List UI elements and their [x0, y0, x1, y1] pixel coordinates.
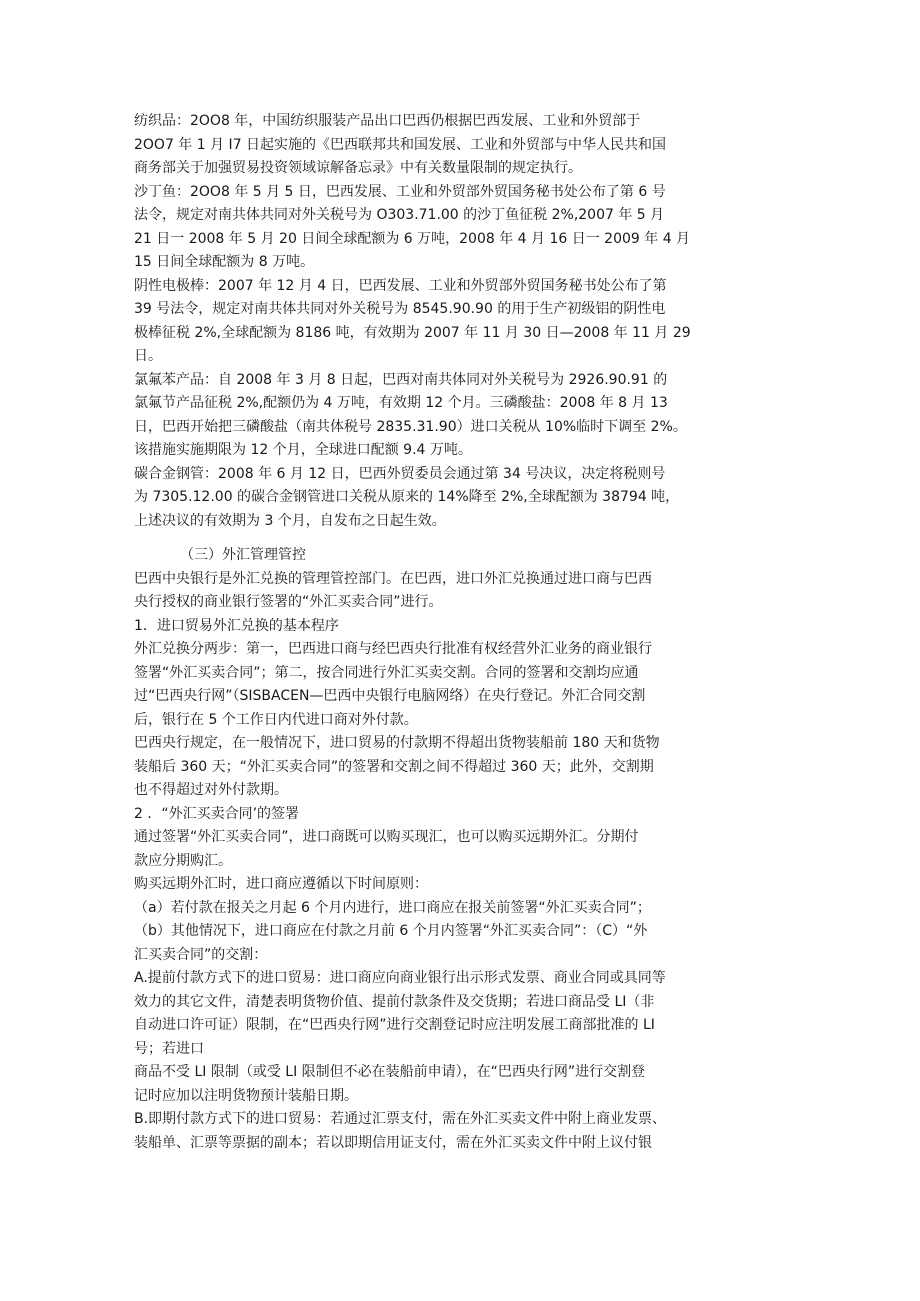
text-line: 为 7305.12.00 的碳合金钢管进口关税从原来的 14%降至 2%,全球配额为 38794 吨， [134, 489, 680, 505]
text-line: 日，巴西开始把三磷酸盐（南共体税号 2835.31.90）进口关税从 10%临时下调至 2%。 [134, 418, 687, 435]
text-line: 装船后 360 天；“外汇买卖合同”的签署和交割之间不得超过 360 天；此外，交割期 [134, 758, 654, 775]
text-line: 2OO7 年 1 月 I7 日起实施的《巴西联邦共和国发展、工业和外贸部与中华人民共和国 [134, 136, 667, 153]
text-line: 纺织品：2OO8 年，中国纺织服装产品出口巴西仍根据巴西发展、工业和外贸部于 [134, 113, 641, 129]
text-line: （b）其他情况下，进口商应在付款之月前 6 个月内签署“外汇买卖合同”：（C）“外 [134, 923, 648, 939]
text-line: 号；若进口 [134, 1040, 204, 1057]
text-line: 汇买卖合同”的交割： [134, 946, 268, 963]
text-line: 款应分期购汇。 [134, 852, 232, 869]
text-line: B.即期付款方式下的进口贸易：若通过汇票支付，需在外汇买卖文件中附上商业发票、 [134, 1111, 667, 1127]
text-line: 该措施实施期限为 12 个月，全球进口配额 9.4 万吨。 [134, 442, 472, 458]
text-line: 购买远期外汇时，进口商应遵循以下时间原则： [134, 876, 428, 892]
text-line: 通过签署“外汇买卖合同”，进口商既可以购买现汇，也可以购买远期外汇。分期付 [134, 829, 639, 845]
text-line: 签署“外汇买卖合同”；第二，按合同进行外汇买卖交割。合同的签署和交割均应通 [134, 664, 639, 681]
text-line: 阴性电极棒：2007 年 12 月 4 日，巴西发展、工业和外贸部外贸国务秘书处公布了第 [134, 277, 667, 294]
text-line: 沙丁鱼：2OO8 年 5 月 5 日，巴西发展、工业和外贸部外贸国务秘书处公布了第 6 号 [134, 183, 666, 200]
text-line: 外汇兑换分两步：第一，巴西进口商与经巴西央行批准有权经营外汇业务的商业银行 [134, 641, 652, 657]
text-line: 也不得超过对外付款期。 [134, 782, 288, 798]
text-line: 记时应加以注明货物预计装船日期。 [134, 1087, 358, 1104]
text-line: 碳合金钢管：2008 年 6 月 12 日，巴西外贸委员会通过第 34 号决议，决定将税则号 [134, 465, 666, 482]
text-line: 巴西中央银行是外汇兑换的管理管控部门。在巴西，进口外汇兑换通过进口商与巴西 [134, 570, 652, 587]
text-line: （a）若付款在报关之月起 6 个月内进行，进口商应在报关前签署“外汇买卖合同”； [134, 899, 651, 916]
document-body [134, 110, 734, 1155]
section-spacer [134, 533, 734, 544]
tariff-quota-paragraphs [134, 110, 734, 533]
text-line: 1．进口贸易外汇兑换的基本程序 [134, 617, 339, 634]
text-line: 39 号法令，规定对南共体共同对外关税号为 8545.90.90 的用于生产初级铝的阴性电 [134, 301, 666, 317]
forex-management-paragraphs [134, 568, 734, 1156]
text-line: 后，银行在 5 个工作日内代进口商对外付款。 [134, 711, 418, 728]
text-line: 商务部关于加强贸易投资领域谅解备忘录》中有关数量限制的规定执行。 [134, 160, 582, 176]
text-line: 效力的其它文件，清楚表明货物价值、提前付款条件及交货期；若进口商品受 LI（非 [134, 993, 655, 1010]
text-line: 自动进口许可证）限制，在“巴西央行网”进行交割登记时应注明发展工商部批准的 LI [134, 1017, 655, 1033]
text-line: 氯氟节产品征税 2%,配额仍为 4 万吨，有效期 12 个月。三磷酸盐：2008 年 8 月 13 [134, 395, 668, 411]
section-heading: （三）外汇管理管控 [180, 547, 306, 563]
text-line: 氯氟苯产品：自 2008 年 3 月 8 日起，巴西对南共体同对外关税号为 2926.90.91 的 [134, 371, 668, 388]
text-line: 极棒征税 2%,全球配额为 8186 吨，有效期为 2007 年 11 月 30 日—2008 年 11 月 29 [134, 324, 691, 341]
text-line: A.提前付款方式下的进口贸易：进口商应向商业银行出示形式发票、商业合同或具同等 [134, 970, 666, 986]
text-line: 过“巴西央行网”（SISBACEN—巴西中央银行电脑网络）在央行登记。外汇合同交割 [134, 688, 646, 704]
text-line: 巴西央行规定，在一般情况下，进口贸易的付款期不得超出货物装船前 180 天和货物 [134, 735, 660, 751]
text-line: 上述决议的有效期为 3 个月，自发布之日起生效。 [134, 512, 446, 529]
text-line: 商品不受 LI 限制（或受 LI 限制但不必在装船前申请），在“巴西央行网”进行交割登 [134, 1064, 646, 1080]
text-line: 15 日间全球配额为 8 万吨。 [134, 254, 315, 270]
text-line: 法令，规定对南共体共同对外关税号为 O303.71.00 的沙丁鱼征税 2%,2007 年 5 月 [134, 207, 665, 223]
text-line: 装船单、汇票等票据的副本；若以即期信用证支付，需在外汇买卖文件中附上议付银 [134, 1134, 652, 1151]
text-line: 2 ．“外汇买卖合同’的签署 [134, 805, 300, 822]
text-line: 21 日一 2008 年 5 月 20 日间全球配额为 6 万吨，2008 年 4 月 16 日一 2009 年 4 月 [134, 230, 691, 247]
text-line: 央行授权的商业银行签署的“外汇买卖合同”进行。 [134, 594, 443, 610]
text-line: 日。 [134, 348, 162, 364]
